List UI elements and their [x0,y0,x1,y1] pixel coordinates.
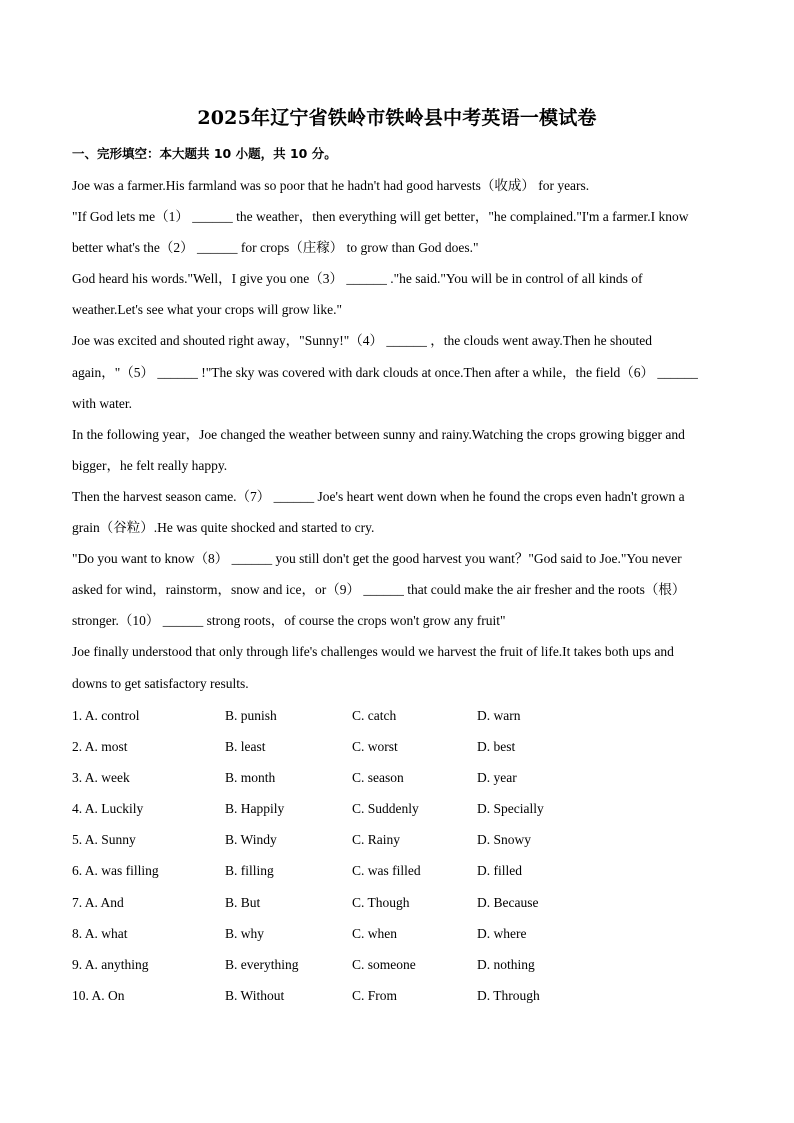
option-c: C. was filled [352,863,421,879]
passage-line: "If God lets me（1） ______ the weather，then everything will get better，"he complained."I'm a farmer.I know [72,209,689,225]
option-a: 4. A. Luckily [72,801,144,817]
option-d: D. Through [477,987,540,1003]
option-d: D. filled [477,863,522,879]
section-heading: 一、完形填空：本大题共 10 小题，共 10 分。 [72,146,337,161]
option-b: B. Happily [225,801,285,817]
passage-line: again，"（5） ______ !"The sky was covered with dark clouds at once.Then after a while，the field（6） ______ [72,364,698,380]
option-b: B. least [225,739,266,755]
question-options-row [72,731,632,762]
option-d: D. warn [477,708,521,723]
question-options-row [72,793,632,824]
passage [72,170,722,699]
option-a: 9. A. anything [72,956,149,972]
question-options-row [72,824,632,855]
option-b: B. why [225,925,265,941]
passage-line: downs to get satisfactory results. [72,675,249,691]
option-d: D. best [477,739,516,755]
passage-line: stronger.（10） ______ strong roots，of course the crops won't grow any fruit" [72,613,506,629]
option-c: C. season [352,770,404,786]
option-c: C. worst [352,739,398,755]
option-a: 8. A. what [72,925,128,941]
option-b: B. filling [225,863,274,879]
question-options-row [72,700,632,731]
option-d: D. Specially [477,801,544,817]
option-b: B. punish [225,708,277,723]
option-c: C. catch [352,708,397,723]
option-c: C. when [352,925,397,941]
option-c: C. Rainy [352,832,401,848]
passage-line: "Do you want to know（8） ______ you still don't get the good harvest you want？"God said to Joe."You never [72,551,682,567]
question-options-row [72,762,632,793]
option-d: D. nothing [477,956,535,972]
option-c: C. From [352,987,398,1003]
passage-line: Then the harvest season came.（7） ______ Joe's heart went down when he found the crops even hadn't grown a [72,488,685,504]
option-a: 1. A. control [72,708,140,723]
option-a: 3. A. week [72,770,130,786]
passage-line: weather.Let's see what your crops will grow like." [72,302,342,318]
passage-line: God heard his words."Well，I give you one（3） ______ ."he said."You will be in control of all kinds of [72,271,643,287]
passage-line: grain（谷粒）.He was quite shocked and started to cry. [72,520,375,536]
question-options-row [72,949,632,980]
option-b: B. month [225,770,276,786]
option-a: 7. A. And [72,894,124,910]
option-a: 5. A. Sunny [72,832,136,848]
passage-line: bigger，he felt really happy. [72,457,228,473]
option-b: B. Without [225,987,285,1003]
option-c: C. Suddenly [352,801,419,817]
question-options-row [72,855,632,886]
passage-line: asked for wind，rainstorm，snow and ice，or（9） ______ that could make the air fresher and the roots（根） [72,582,686,598]
passage-line: Joe was a farmer.His farmland was so poor that he hadn't had good harvests（收成） for years. [72,178,590,193]
question-options-row [72,918,632,949]
answer-options [72,700,632,1011]
option-d: D. Snowy [477,832,532,848]
passage-line: Joe was excited and shouted right away，"Sunny!"（4） ______ ，the clouds went away.Then he shouted [72,333,653,349]
page-title: 2025年辽宁省铁岭市铁岭县中考英语一模试卷 [197,107,597,129]
option-a: 2. A. most [72,739,128,755]
option-a: 10. A. On [72,987,125,1003]
passage-line: better what's the（2） ______ for crops（庄稼） to grow than God does." [72,240,479,256]
passage-line: Joe finally understood that only through life's challenges would we harvest the fruit of life.It takes both ups and [72,644,674,660]
option-d: D. where [477,925,527,941]
option-d: D. Because [477,894,539,910]
option-c: C. Though [352,894,410,910]
option-a: 6. A. was filling [72,863,159,879]
option-d: D. year [477,770,517,786]
passage-line: with water. [72,395,132,411]
question-options-row [72,887,632,918]
option-b: B. But [225,894,261,910]
option-b: B. everything [225,956,299,972]
passage-line: In the following year，Joe changed the weather between sunny and rainy.Watching the crops growing bigger and [72,426,685,442]
option-b: B. Windy [225,832,277,848]
option-c: C. someone [352,956,416,972]
question-options-row [72,980,632,1011]
